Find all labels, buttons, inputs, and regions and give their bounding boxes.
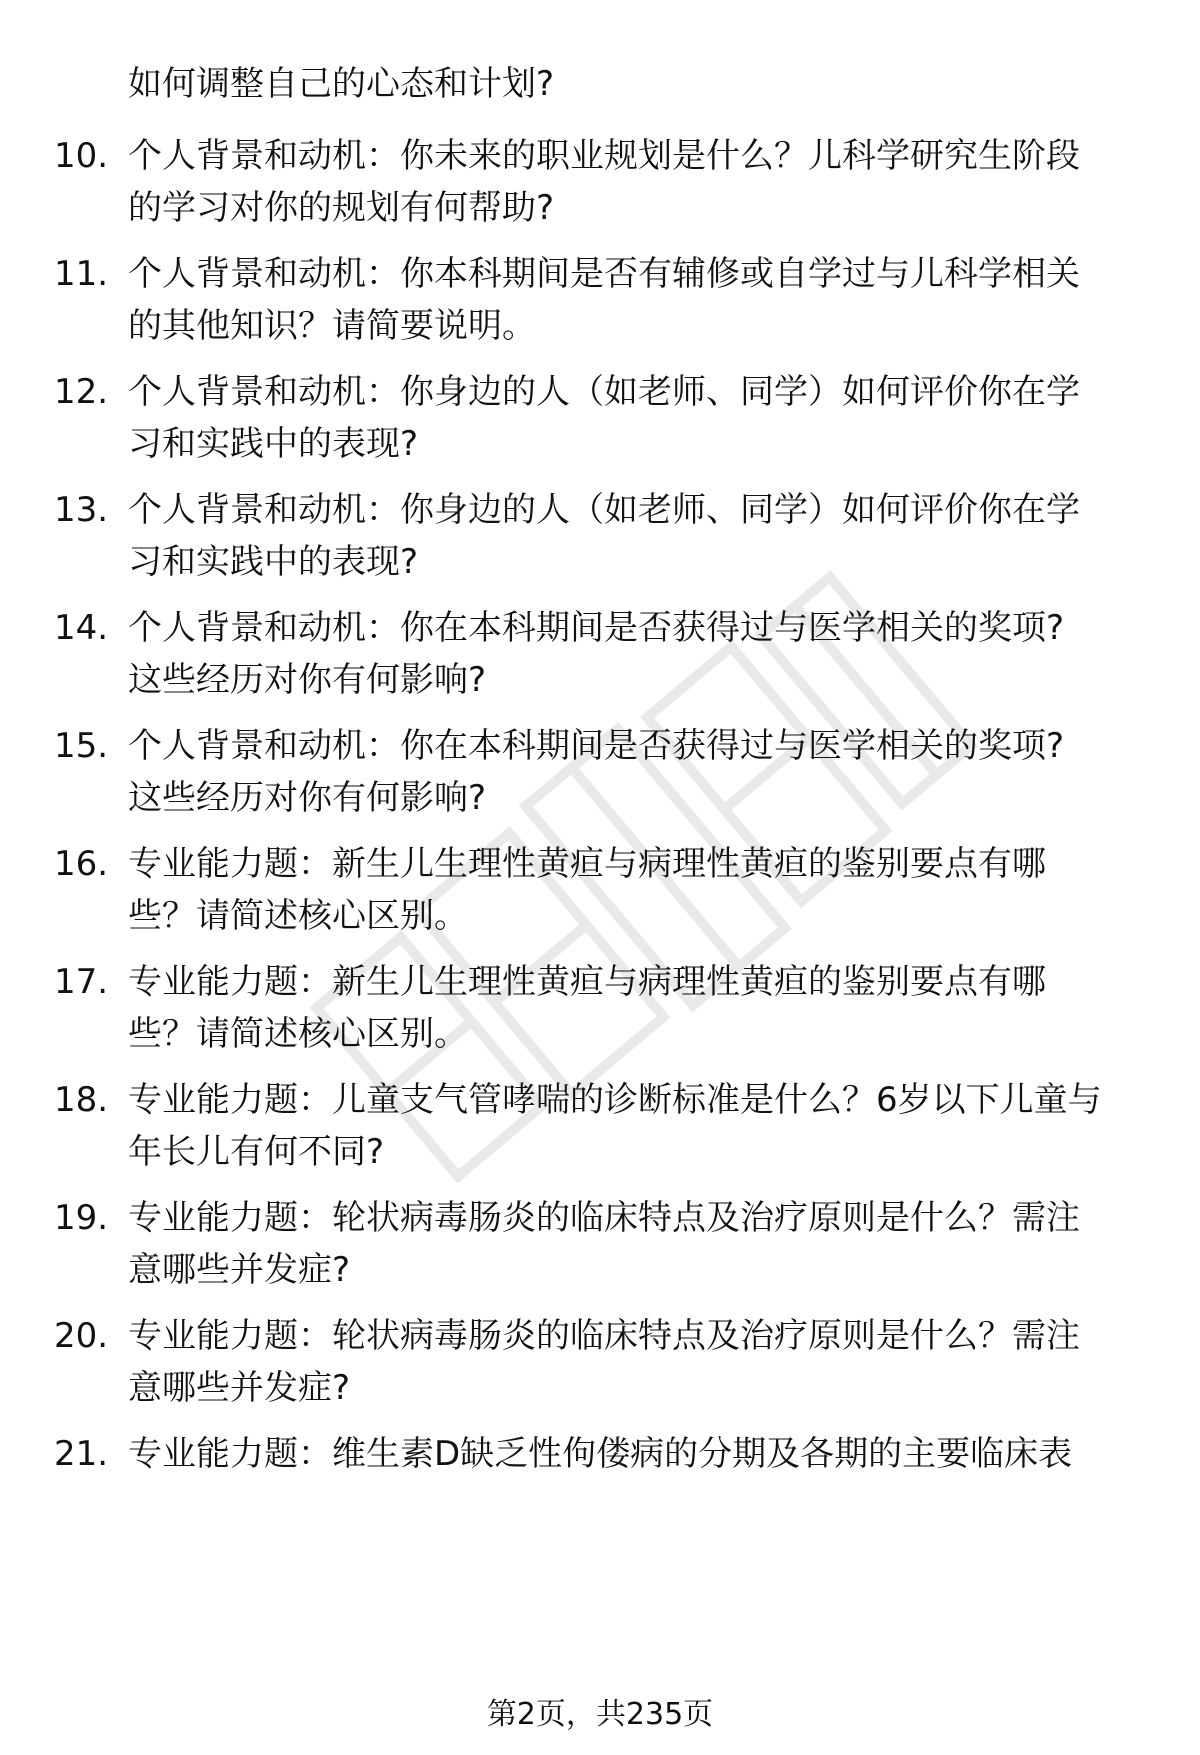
item-text-line: 些？请简述核心区别。 [128, 1014, 468, 1054]
item-text-line: 的学习对你的规划有何帮助? [128, 188, 555, 228]
item-text [128, 484, 1148, 588]
item-number: 14. [54, 608, 109, 648]
item-text [128, 956, 1148, 1060]
item-text [128, 1192, 1148, 1296]
item-text-line: 个人背景和动机：你身边的人（如老师、同学）如何评价你在学 [128, 490, 1080, 530]
item-text [128, 130, 1148, 234]
item-text-line: 年长儿有何不同? [128, 1132, 385, 1172]
item-number: 10. [54, 136, 109, 176]
item-text [128, 1310, 1148, 1414]
item-number: 19. [54, 1198, 109, 1238]
page-footer: 第2页，共235页 [486, 1697, 714, 1732]
item-text-line: 些？请简述核心区别。 [128, 896, 468, 936]
item-text-line: 专业能力题：轮状病毒肠炎的临床特点及治疗原则是什么？需注 [128, 1316, 1080, 1356]
item-text-line: 专业能力题：儿童支气管哮喘的诊断标准是什么？6岁以下儿童与 [128, 1080, 1102, 1120]
item-number: 16. [54, 844, 109, 884]
continuation-line: 如何调整自己的心态和计划? [128, 64, 555, 104]
item-text [128, 838, 1148, 942]
item-text-line: 习和实践中的表现? [128, 542, 419, 582]
item-text-line: 意哪些并发症? [128, 1250, 351, 1290]
item-text-line: 专业能力题：维生素D缺乏性佝偻病的分期及各期的主要临床表 [128, 1434, 1073, 1474]
item-number: 15. [54, 726, 109, 766]
item-number: 12. [54, 372, 109, 412]
item-text-line: 个人背景和动机：你身边的人（如老师、同学）如何评价你在学 [128, 372, 1080, 412]
item-text-line: 这些经历对你有何影响? [128, 660, 487, 700]
item-text-line: 个人背景和动机：你本科期间是否有辅修或自学过与儿科学相关 [128, 254, 1080, 294]
item-text-line: 习和实践中的表现? [128, 424, 419, 464]
item-number: 11. [54, 254, 109, 294]
item-text-line: 专业能力题：新生儿生理性黄疸与病理性黄疸的鉴别要点有哪 [128, 844, 1046, 884]
item-text-line: 个人背景和动机：你在本科期间是否获得过与医学相关的奖项? [128, 608, 1065, 648]
item-text-line: 意哪些并发症? [128, 1368, 351, 1408]
item-number: 21. [54, 1434, 109, 1474]
item-text-line: 专业能力题：轮状病毒肠炎的临床特点及治疗原则是什么？需注 [128, 1198, 1080, 1238]
item-number: 20. [54, 1316, 109, 1356]
item-text-line: 专业能力题：新生儿生理性黄疸与病理性黄疸的鉴别要点有哪 [128, 962, 1046, 1002]
item-number: 13. [54, 490, 109, 530]
item-text-line: 个人背景和动机：你未来的职业规划是什么？儿科学研究生阶段 [128, 136, 1080, 176]
item-text [128, 720, 1148, 824]
item-text [128, 1428, 1148, 1480]
item-number: 17. [54, 962, 109, 1002]
item-text [128, 366, 1148, 470]
item-text [128, 248, 1148, 352]
item-text-line: 个人背景和动机：你在本科期间是否获得过与医学相关的奖项? [128, 726, 1065, 766]
item-text-line: 的其他知识？请简要说明。 [128, 306, 536, 346]
item-text [128, 602, 1148, 706]
item-text-line: 这些经历对你有何影响? [128, 778, 487, 818]
item-text [128, 1074, 1148, 1178]
item-number: 18. [54, 1080, 109, 1120]
